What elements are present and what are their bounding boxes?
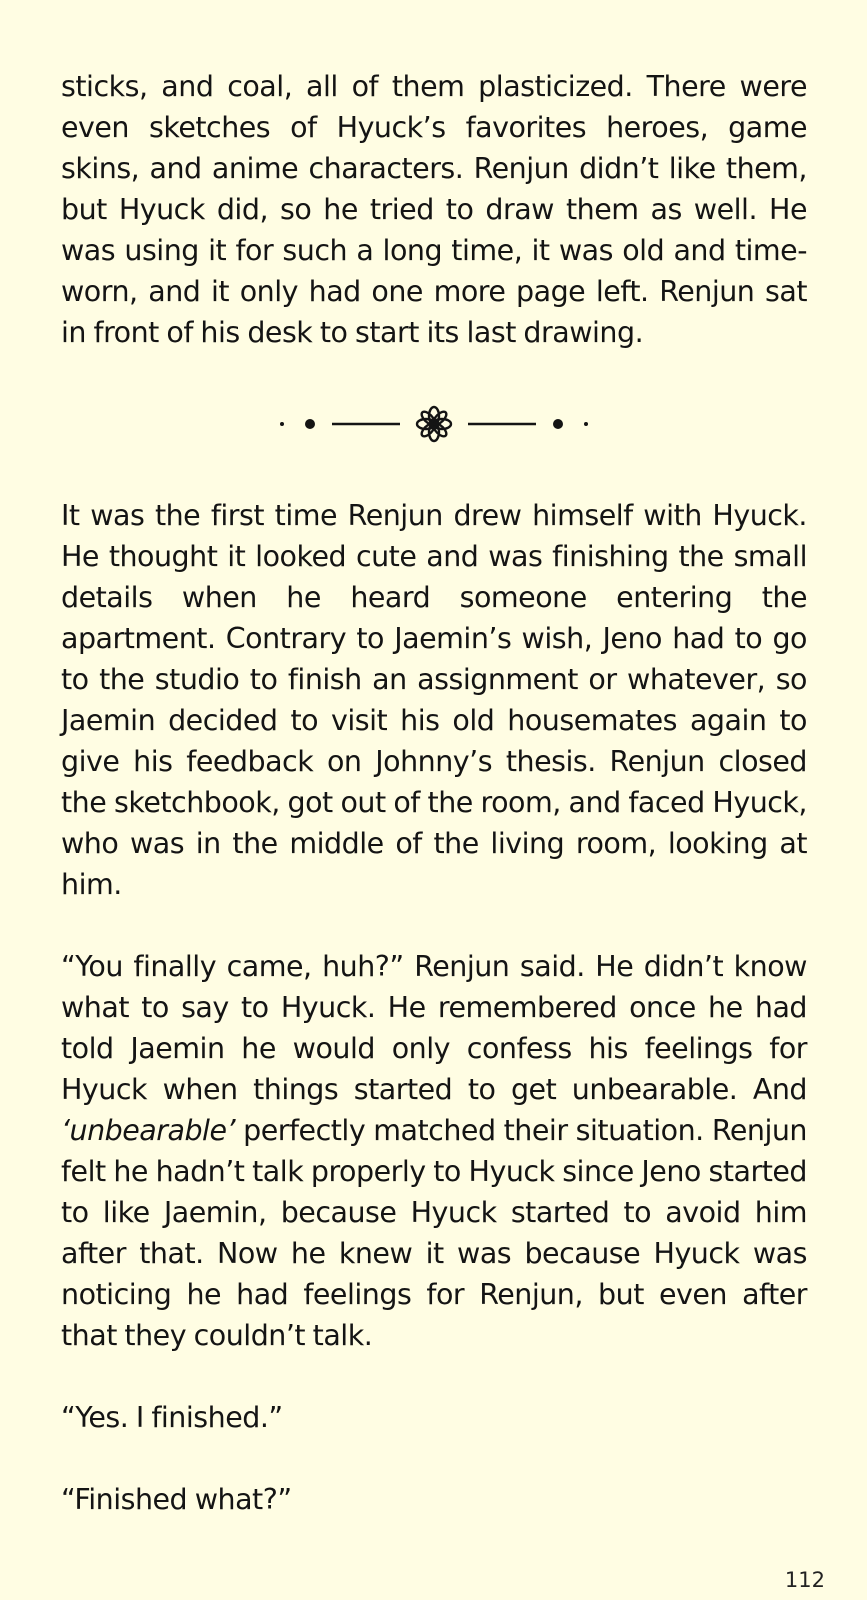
floral-divider-icon xyxy=(274,404,594,444)
page-body xyxy=(61,66,807,1520)
paragraph-3-part-2: perfectly matched their situation. Renjun felt he hadn’t talk properly to Hyuck since Jeno started to like Jaemin, because Hyuck started to avoid him after that. Now he knew it was because Hyuck was noticing he had feelings for Renjun, but even after that they couldn’t talk. xyxy=(61,1114,807,1352)
section-divider xyxy=(61,383,807,465)
paragraph-3 xyxy=(61,946,807,1356)
page-number: 112 xyxy=(784,1568,825,1592)
paragraph-1: sticks, and coal, all of them plasticized. There were even sketches of Hyuck’s favorites heroes, game skins, and anime characters. Renjun didn’t like them, but Hyuck did, so he tried to draw them as well. He was using it for such a long time, it was old and time-worn, and it only had one more page left. Renjun sat in front of his desk to start its last drawing. xyxy=(61,70,807,349)
italic-word: ‘unbearable’ xyxy=(61,1114,236,1147)
paragraph-4: “Yes. I finished.” xyxy=(61,1401,283,1434)
paragraph-5: “Finished what?” xyxy=(61,1483,292,1516)
paragraph-3-part-1: “You finally came, huh?” Renjun said. He didn’t know what to say to Hyuck. He remembered once he had told Jaemin he would only confess his feelings for Hyuck when things started to get unbearable. And xyxy=(61,950,807,1106)
paragraph-2: It was the first time Renjun drew himself with Hyuck. He thought it looked cute and was finishing the small details when he heard someone entering the apartment. Contrary to Jaemin’s wish, Jeno had to go to the studio to finish an assignment or whatever, so Jaemin decided to visit his old housemates again to give his feedback on Johnny’s thesis. Renjun closed the sketchbook, got out of the room, and faced Hyuck, who was in the middle of the living room, looking at him. xyxy=(61,499,807,901)
